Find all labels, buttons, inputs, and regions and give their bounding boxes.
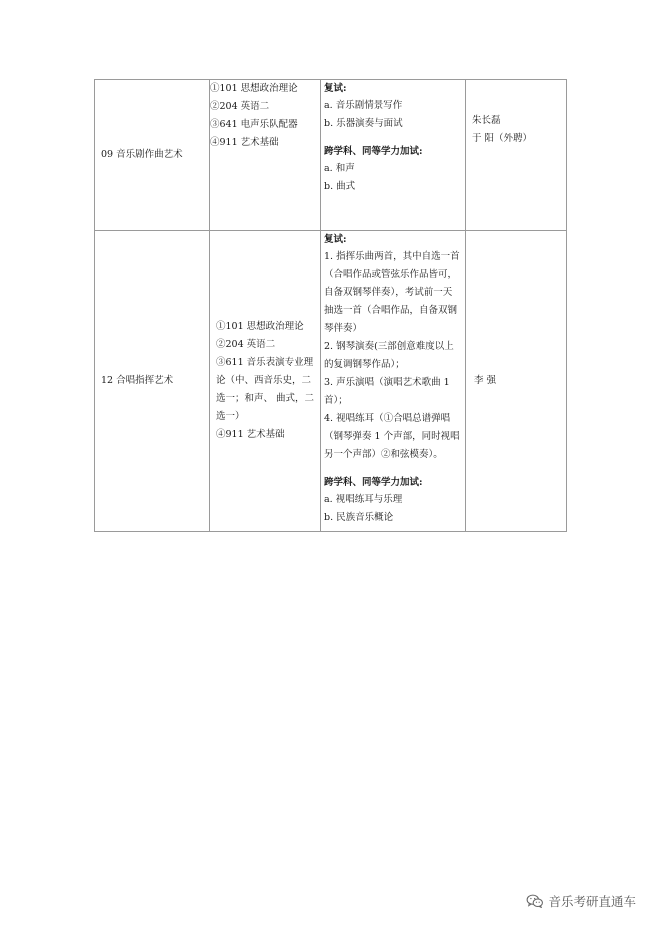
subjects-cell <box>210 231 321 532</box>
extra-test-item: b. 曲式 <box>324 181 356 192</box>
subject-item: ①101 思想政治理论 <box>210 83 298 94</box>
retest-item: 3. 声乐演唱（演唱艺术歌曲 1 首）； <box>324 377 450 406</box>
subject-item: ④911 艺术基础 <box>210 137 279 148</box>
extra-test-item: a. 视唱练耳与乐理 <box>324 494 403 505</box>
advisor-name: 李 强 <box>474 375 497 386</box>
subject-item: ④911 艺术基础 <box>216 429 285 440</box>
requirements-cell <box>321 80 466 231</box>
subjects-cell <box>210 80 321 231</box>
major-cell <box>95 231 210 532</box>
subject-item: ③611 音乐表演专业理论（中、西音乐史，二选一；和声、 曲式，二选一） <box>216 357 315 422</box>
extra-test-title: 跨学科、同等学力加试: <box>324 477 423 488</box>
subject-item: ①101 思想政治理论 <box>216 321 304 332</box>
subject-item: ③641 电声乐队配器 <box>210 119 298 130</box>
advisor-cell <box>466 80 567 231</box>
retest-title: 复试: <box>324 234 347 245</box>
subject-item: ②204 英语二 <box>210 101 270 112</box>
retest-title: 复试: <box>324 83 347 94</box>
extra-test-title: 跨学科、同等学力加试: <box>324 146 423 157</box>
extra-test-item: b. 民族音乐概论 <box>324 512 394 523</box>
advisor-cell <box>466 231 567 532</box>
advisor-name: 朱长磊 <box>472 115 501 126</box>
table-row <box>95 231 567 532</box>
retest-item: 1. 指挥乐曲两首，其中自选一首（合唱作品或管弦乐作品皆可， 自备双钢琴伴奏），考试前一天 抽选一首（合唱作品，自备双钢 琴伴奏） <box>324 251 460 334</box>
retest-item: a. 音乐剧情景写作 <box>324 100 403 111</box>
retest-item: b. 乐器演奏与面试 <box>324 118 403 129</box>
extra-test-item: a. 和声 <box>324 163 355 174</box>
source-watermark <box>526 892 636 910</box>
major-name: 09 音乐剧作曲艺术 <box>101 149 183 160</box>
major-cell <box>95 80 210 231</box>
retest-item: 2. 钢琴演奏(三部创意难度以上的复调钢琴作品）； <box>324 341 454 370</box>
advisor-name: 于 阳（外聘） <box>472 133 533 144</box>
subject-item: ②204 英语二 <box>216 339 276 350</box>
wechat-icon <box>526 894 544 908</box>
retest-item: 4. 视唱练耳（①合唱总谱弹唱（钢琴弹奏 1 个声部，同时视唱另一个声部）②和弦模奏）。 <box>324 413 460 460</box>
requirements-cell <box>321 231 466 532</box>
table-row <box>95 80 567 231</box>
major-name: 12 合唱指挥艺术 <box>101 375 174 386</box>
watermark-text: 音乐考研直通车 <box>548 894 636 909</box>
enrollment-table <box>94 79 567 532</box>
